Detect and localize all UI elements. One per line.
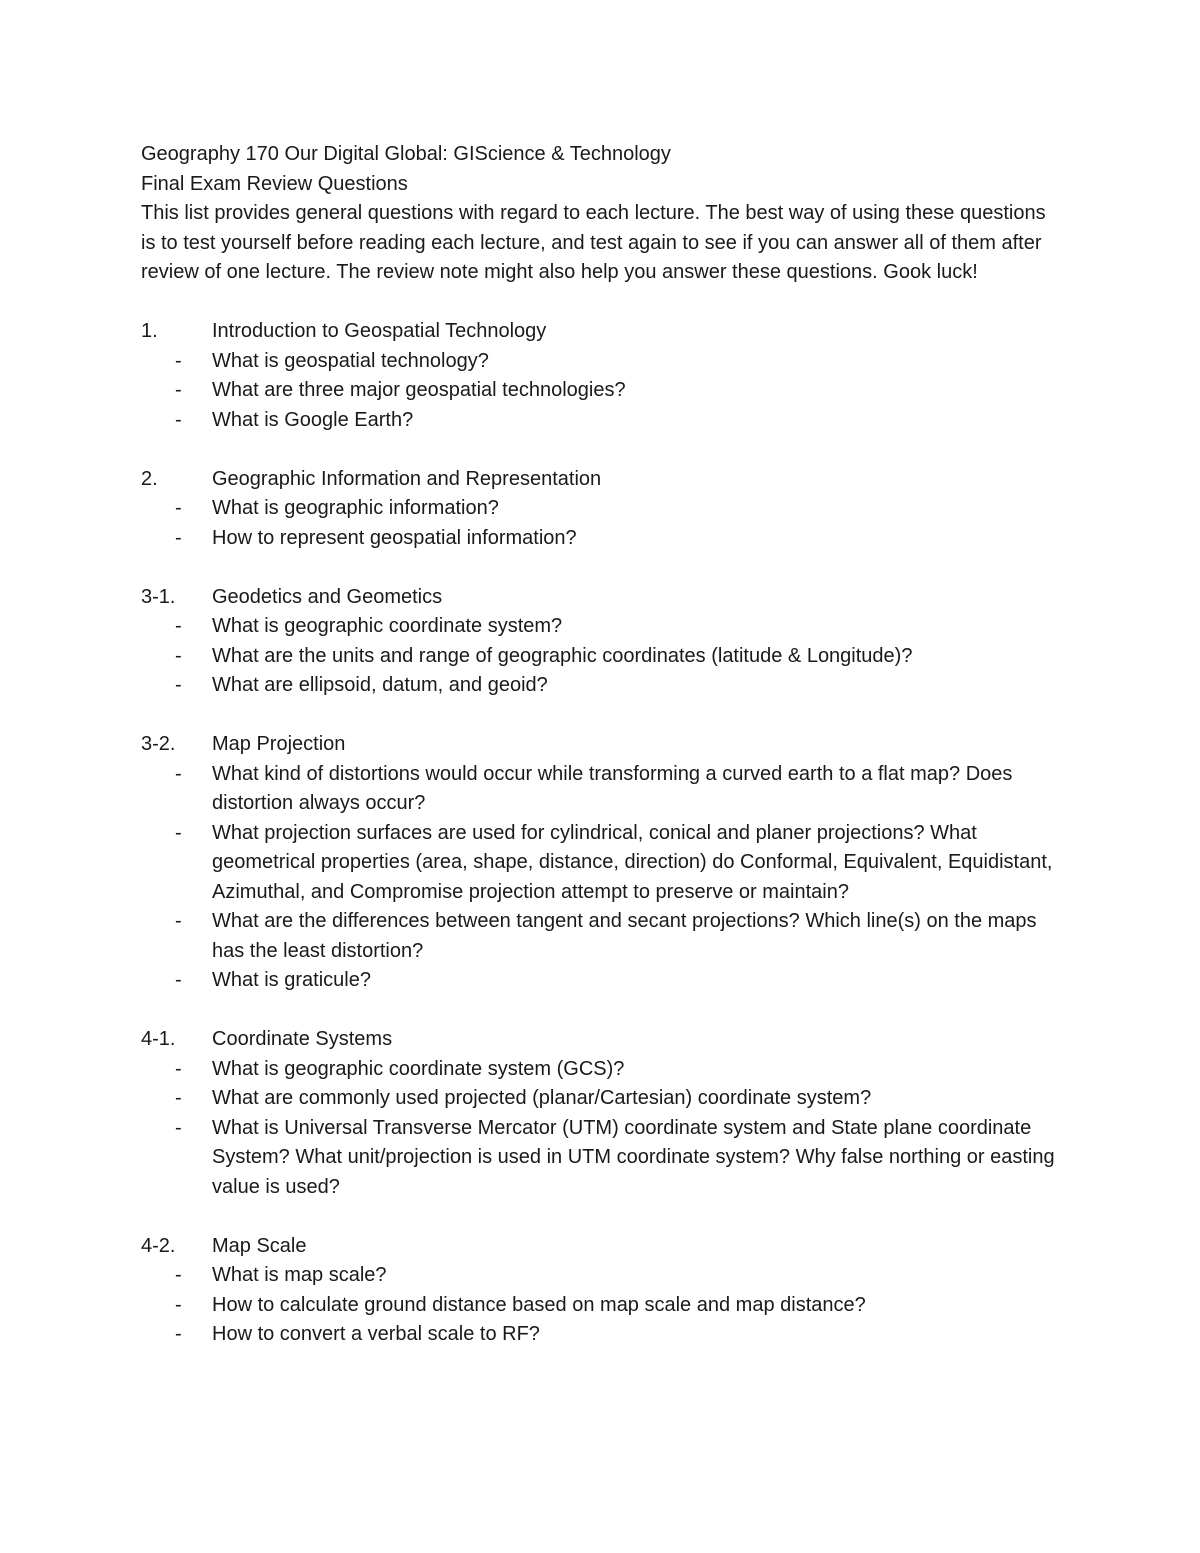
review-section (141, 583, 1061, 701)
dash-bullet: - (175, 379, 182, 401)
section-spacer (141, 1202, 1061, 1232)
question-item (141, 1055, 1061, 1085)
section-number: 1. (141, 320, 158, 342)
section-title: Introduction to Geospatial Technology (212, 320, 547, 342)
question-list (141, 494, 1061, 553)
dash-bullet: - (175, 969, 182, 991)
section-title: Coordinate Systems (212, 1028, 393, 1050)
section-spacer (141, 288, 1061, 318)
review-section (141, 730, 1061, 996)
document-page (141, 140, 1061, 1350)
question-text: What is map scale? (212, 1264, 387, 1286)
question-text: What kind of distortions would occur while transforming a curved earth to a flat map? Does distortion always occur? (212, 762, 1013, 814)
section-number: 4-1. (141, 1028, 176, 1050)
review-section (141, 317, 1061, 435)
dash-bullet: - (175, 821, 182, 844)
dash-bullet: - (175, 349, 182, 372)
section-heading (141, 730, 1061, 760)
question-item (141, 347, 1061, 377)
question-item (141, 494, 1061, 524)
question-item (141, 376, 1061, 406)
question-text: How to represent geospatial information? (212, 526, 577, 549)
dash-bullet: - (175, 1116, 182, 1139)
section-heading (141, 583, 1061, 613)
question-item (141, 1320, 1061, 1350)
question-item (141, 1114, 1061, 1203)
dash-bullet: - (175, 910, 182, 932)
dash-bullet: - (175, 615, 182, 637)
question-text: What is graticule? (212, 969, 371, 991)
question-text: What is geospatial technology? (212, 349, 489, 372)
question-text: What are the differences between tangent and secant projections? Which line(s) on the maps has the least distortion? (212, 910, 1037, 962)
section-number: 3-2. (141, 733, 176, 755)
review-section (141, 1025, 1061, 1202)
question-list (141, 1055, 1061, 1203)
dash-bullet: - (175, 674, 182, 696)
dash-bullet: - (175, 644, 182, 667)
question-item (141, 671, 1061, 701)
section-title: Geodetics and Geometics (212, 585, 443, 608)
dash-bullet: - (175, 1087, 182, 1109)
question-item (141, 760, 1061, 819)
dash-bullet: - (175, 762, 182, 785)
section-number: 4-2. (141, 1234, 176, 1257)
question-list (141, 1261, 1061, 1350)
section-heading (141, 465, 1061, 495)
question-list (141, 612, 1061, 701)
document-subtitle: Final Exam Review Questions (141, 172, 408, 195)
section-spacer (141, 553, 1061, 583)
document-title: Geography 170 Our Digital Global: GIScience & Technology (141, 143, 671, 165)
question-text: What are ellipsoid, datum, and geoid? (212, 674, 548, 696)
question-text: How to calculate ground distance based on map scale and map distance? (212, 1293, 866, 1316)
dash-bullet: - (175, 526, 182, 549)
dash-bullet: - (175, 1293, 182, 1316)
section-spacer (141, 701, 1061, 731)
dash-bullet: - (175, 1323, 182, 1345)
question-item (141, 819, 1061, 908)
question-text: What is geographic information? (212, 497, 499, 519)
question-item (141, 524, 1061, 554)
dash-bullet: - (175, 408, 182, 431)
question-item (141, 1291, 1061, 1321)
question-text: What are commonly used projected (planar/Cartesian) coordinate system? (212, 1087, 872, 1109)
question-text: What are the units and range of geographic coordinates (latitude & Longitude)? (212, 644, 913, 667)
section-number: 3-1. (141, 585, 176, 608)
dash-bullet: - (175, 1264, 182, 1286)
section-title: Map Scale (212, 1234, 307, 1257)
question-item (141, 966, 1061, 996)
question-item (141, 1084, 1061, 1114)
document-intro: This list provides general questions with regard to each lecture. The best way of using these questions is to test yourself before reading each lecture, and test again to see if you can answer all of them after review of one lecture. The review note might also help you answer these questions. Gook luck! (141, 202, 1046, 283)
question-text: What is Universal Transverse Mercator (UTM) coordinate system and State plane coordinate System? What unit/projection is used in UTM coordinate system? Why false northing or easting value is used? (212, 1116, 1055, 1198)
section-heading (141, 1025, 1061, 1055)
question-list (141, 760, 1061, 996)
review-section (141, 1232, 1061, 1350)
section-spacer (141, 435, 1061, 465)
dash-bullet: - (175, 1057, 182, 1080)
section-title: Map Projection (212, 733, 346, 755)
question-item (141, 907, 1061, 966)
question-item (141, 1261, 1061, 1291)
section-spacer (141, 996, 1061, 1026)
section-number: 2. (141, 467, 158, 490)
review-sections (141, 288, 1061, 1350)
review-section (141, 465, 1061, 554)
question-text: How to convert a verbal scale to RF? (212, 1323, 540, 1345)
question-item (141, 406, 1061, 436)
question-item (141, 642, 1061, 672)
section-title: Geographic Information and Representation (212, 467, 602, 490)
dash-bullet: - (175, 497, 182, 519)
question-text: What projection surfaces are used for cylindrical, conical and planer projections? What geometrical properties (area, shape, distance, direction) do Conformal, Equivalent, Equidistant, Azimuthal, and Compromise projection attempt to preserve or maintain? (212, 821, 1053, 903)
question-text: What is geographic coordinate system (GCS)? (212, 1057, 625, 1080)
section-heading (141, 1232, 1061, 1262)
question-text: What are three major geospatial technologies? (212, 379, 626, 401)
question-text: What is Google Earth? (212, 408, 414, 431)
question-list (141, 347, 1061, 436)
question-item (141, 612, 1061, 642)
question-text: What is geographic coordinate system? (212, 615, 563, 637)
section-heading (141, 317, 1061, 347)
